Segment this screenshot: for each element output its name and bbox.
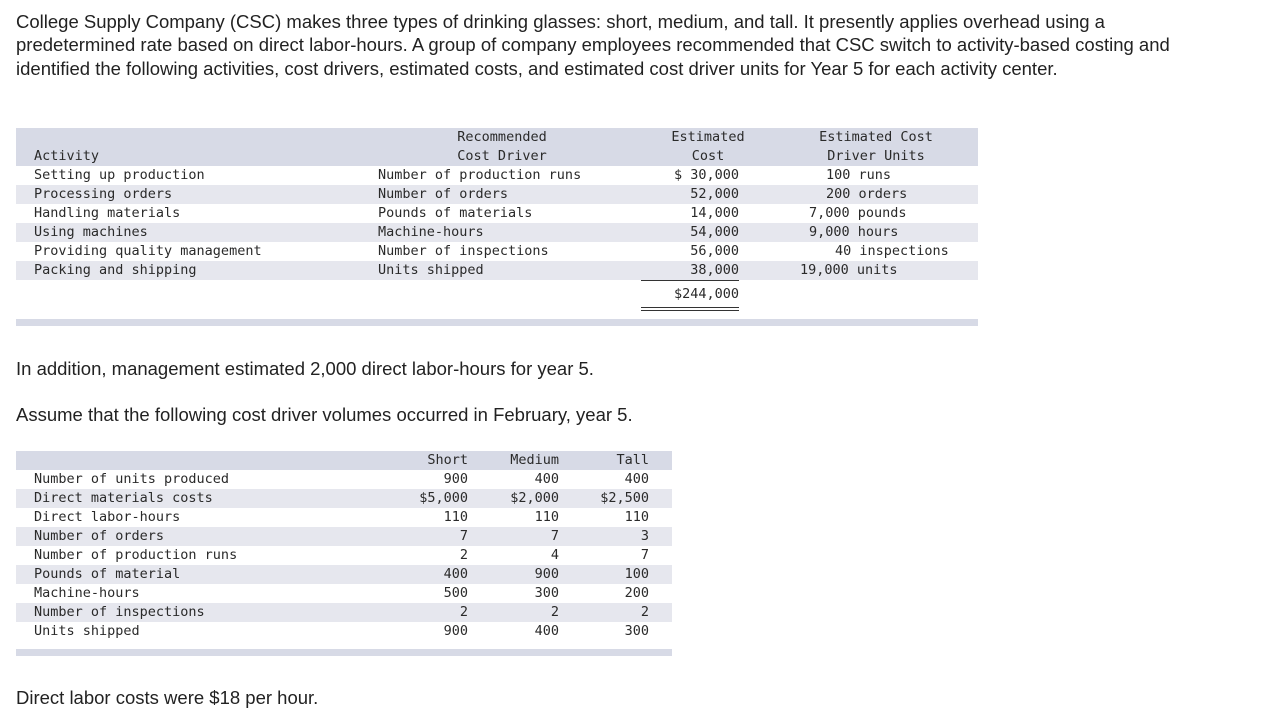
- volume-label: Pounds of material: [34, 566, 181, 582]
- activity-name: Processing orders: [34, 186, 173, 202]
- activity-cost-table: [16, 128, 978, 327]
- estimated-cost: 52,000: [690, 186, 739, 202]
- activity-name: Providing quality management: [34, 243, 262, 259]
- volume-row: [16, 527, 672, 546]
- volume-table-header: [16, 451, 672, 470]
- header-units-line1: Estimated Cost: [819, 129, 933, 145]
- medium-value: 2: [550, 604, 559, 620]
- activity-row: [16, 223, 978, 242]
- volume-label: Number of units produced: [34, 471, 230, 487]
- volume-row: [16, 470, 672, 489]
- cost-driver: Number of orders: [378, 186, 509, 202]
- tall-value: 2: [640, 604, 649, 620]
- short-value: 900: [443, 471, 468, 487]
- tall-value: 3: [640, 528, 649, 544]
- total-double-underline-bottom: [641, 310, 739, 311]
- medium-value: 4: [550, 547, 559, 563]
- total-row: [16, 285, 978, 304]
- driver-units: 7,000 pounds: [809, 205, 907, 221]
- cost-driver: Machine-hours: [378, 224, 484, 240]
- tall-value: 300: [624, 623, 649, 639]
- volume-row: [16, 565, 672, 584]
- short-value: 2: [459, 604, 468, 620]
- total-double-underline-top: [641, 307, 739, 308]
- cost-driver: Units shipped: [378, 262, 484, 278]
- activity-table-header: [16, 128, 978, 166]
- volume-label: Number of inspections: [34, 604, 205, 620]
- tall-value: 200: [624, 585, 649, 601]
- tall-value: 100: [624, 566, 649, 582]
- activity-row: [16, 185, 978, 204]
- problem-intro-paragraph: College Supply Company (CSC) makes three types of drinking glasses: short, medium, and tall. It presently applies overhead using a predetermined rate based on direct labor-hours. A group of company employees recommended that CSC switch to activity-based costing and identified the following activities, cost drivers, estimated costs, and estimated cost driver units for Year 5 for each activity center.: [16, 11, 1170, 79]
- tall-value: 7: [640, 547, 649, 563]
- short-value: 7: [459, 528, 468, 544]
- estimated-cost: 56,000: [690, 243, 739, 259]
- cost-driver: Number of production runs: [378, 167, 582, 183]
- short-value: $5,000: [419, 490, 468, 506]
- driver-units: 100 runs: [826, 167, 892, 183]
- short-value: 110: [443, 509, 468, 525]
- header-units-line2: Driver Units: [827, 148, 925, 164]
- header-cost-line1: Estimated: [671, 129, 745, 145]
- driver-units: 19,000 units: [800, 262, 898, 278]
- volume-row: [16, 489, 672, 508]
- activity-row: [16, 166, 978, 185]
- tall-value: 110: [624, 509, 649, 525]
- volume-label: Machine-hours: [34, 585, 140, 601]
- estimated-cost: 14,000: [690, 205, 739, 221]
- volume-row: [16, 622, 672, 641]
- estimated-cost-total: $244,000: [673, 286, 739, 302]
- activity-name: Handling materials: [34, 205, 181, 221]
- volume-label: Direct materials costs: [34, 490, 213, 506]
- short-value: 900: [443, 623, 468, 639]
- cost-driver-volume-table: [16, 451, 672, 657]
- header-short: Short: [427, 452, 468, 468]
- header-driver-line1: Recommended: [457, 129, 547, 145]
- medium-value: 900: [534, 566, 559, 582]
- driver-units: 9,000 hours: [809, 224, 899, 240]
- driver-units: 200 orders: [826, 186, 908, 202]
- medium-value: 300: [534, 585, 559, 601]
- estimated-cost: $ 30,000: [673, 167, 739, 183]
- header-cost-line2: Cost: [691, 148, 725, 164]
- cost-driver: Number of inspections: [378, 243, 549, 259]
- activity-name: Setting up production: [34, 167, 205, 183]
- activity-row: [16, 204, 978, 223]
- volume-label: Units shipped: [34, 623, 140, 639]
- volume-row: [16, 546, 672, 565]
- header-tall: Tall: [616, 452, 649, 468]
- activity-row: [16, 261, 978, 280]
- activity-name: Packing and shipping: [34, 262, 197, 278]
- medium-value: 7: [550, 528, 559, 544]
- volume-row: [16, 584, 672, 603]
- cost-driver: Pounds of materials: [378, 205, 533, 221]
- volume-row: [16, 508, 672, 527]
- header-activity: Activity: [34, 148, 100, 164]
- volume-row: [16, 603, 672, 622]
- estimated-cost: 54,000: [690, 224, 739, 240]
- short-value: 500: [443, 585, 468, 601]
- volume-label: Number of production runs: [34, 547, 238, 563]
- activity-name: Using machines: [34, 224, 148, 240]
- header-driver-line2: Cost Driver: [457, 148, 547, 164]
- short-value: 2: [459, 547, 468, 563]
- tall-value: 400: [624, 471, 649, 487]
- volume-label: Direct labor-hours: [34, 509, 181, 525]
- activity-row: [16, 242, 978, 261]
- labor-hours-note: In addition, management estimated 2,000 direct labor-hours for year 5.: [16, 358, 594, 379]
- medium-value: 400: [534, 623, 559, 639]
- subtotal-underline: [641, 280, 739, 281]
- medium-value: 400: [534, 471, 559, 487]
- volumes-note: Assume that the following cost driver volumes occurred in February, year 5.: [16, 404, 633, 425]
- medium-value: 110: [534, 509, 559, 525]
- medium-value: $2,000: [510, 490, 559, 506]
- tall-value: $2,500: [600, 490, 649, 506]
- labor-cost-note: Direct labor costs were $18 per hour.: [16, 687, 319, 708]
- volume-label: Number of orders: [34, 528, 165, 544]
- driver-units: 40 inspections: [835, 243, 949, 259]
- table-bottom-bar: [16, 649, 672, 656]
- table-bottom-bar: [16, 319, 978, 326]
- estimated-cost: 38,000: [690, 262, 739, 278]
- header-medium: Medium: [510, 452, 559, 468]
- short-value: 400: [443, 566, 468, 582]
